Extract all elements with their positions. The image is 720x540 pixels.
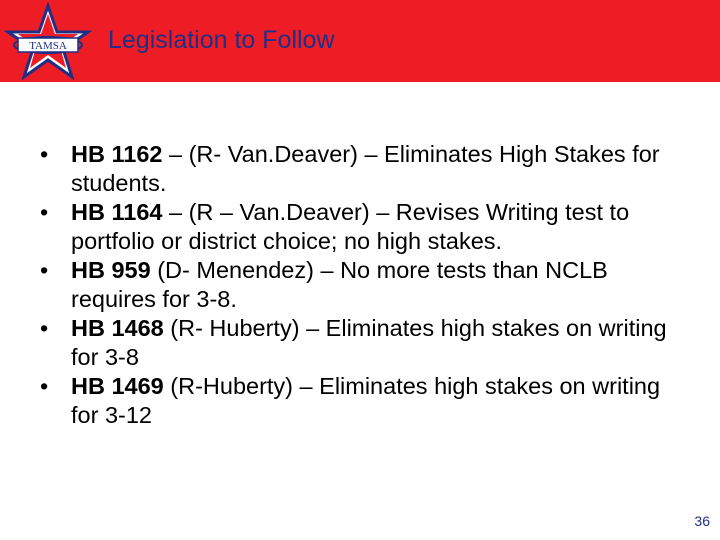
bullet-item	[0, 140, 671, 198]
bill-description: (D- Menendez) – No more tests than NCLB requires for 3-8.	[71, 257, 608, 312]
bill-number: HB 1468	[71, 315, 164, 341]
bullet-dot-icon: •	[40, 199, 49, 225]
bullet-dot-icon: •	[40, 373, 49, 399]
bill-description: – (R- Van.Deaver) – Eliminates High Stakes for students.	[71, 141, 660, 196]
bill-number: HB 1162	[71, 141, 163, 167]
bill-number: HB 959	[71, 257, 151, 283]
tamsa-star-logo	[4, 2, 92, 80]
bill-description: – (R – Van.Deaver) – Revises Writing test to portfolio or district choice; no high stakes.	[71, 199, 630, 254]
bill-description: (R-Huberty) – Eliminates high stakes on writing for 3-12	[71, 373, 661, 428]
bullet-dot-icon: •	[40, 315, 49, 341]
bullet-item	[0, 198, 671, 256]
page-number: 36	[694, 513, 710, 529]
bullet-dot-icon: •	[40, 141, 49, 167]
logo-text: TAMSA	[29, 40, 67, 52]
bullet-dot-icon: •	[40, 257, 49, 283]
bullet-item	[0, 372, 671, 430]
bullet-item	[0, 314, 671, 372]
bill-number: HB 1469	[71, 373, 164, 399]
bill-description: (R- Huberty) – Eliminates high stakes on writing for 3-8	[71, 315, 667, 370]
slide-header	[0, 0, 720, 82]
bullet-list	[0, 140, 720, 430]
bill-number: HB 1164	[71, 199, 163, 225]
slide-title: Legislation to Follow	[108, 26, 335, 54]
bullet-item	[0, 256, 671, 314]
